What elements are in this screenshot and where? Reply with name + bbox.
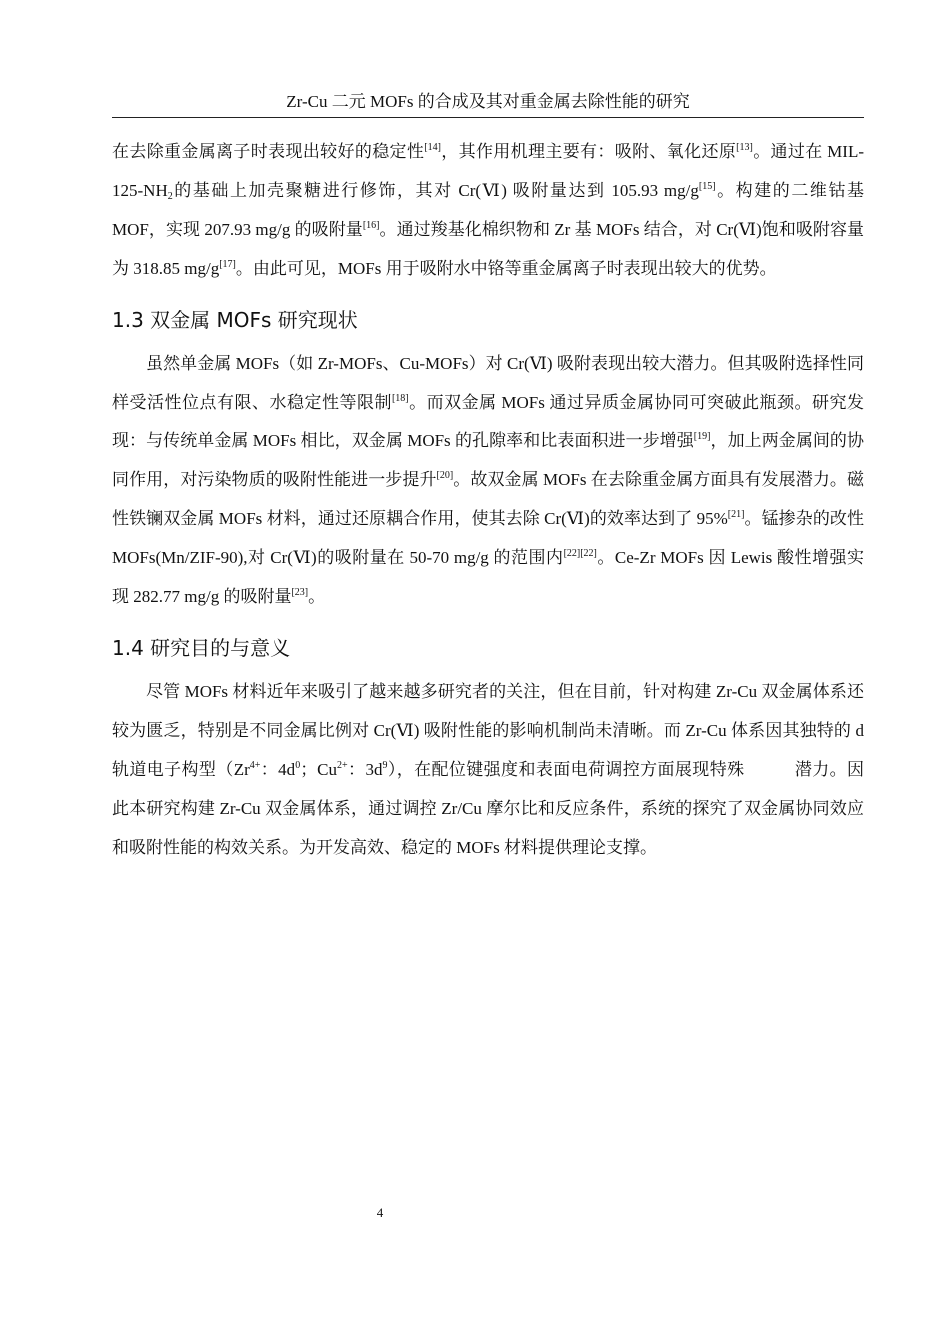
header-rule: [112, 117, 864, 118]
citation: [20]: [436, 470, 454, 482]
citation: [21]: [727, 509, 745, 521]
citation: [19]: [693, 431, 711, 443]
page-number: 4: [376, 1205, 384, 1220]
section-heading-1-3: 1.3 双金属 MOFs 研究现状: [112, 307, 358, 332]
citation: [22][22]: [563, 548, 597, 560]
superscript: 9: [382, 759, 388, 771]
citation: [17]: [219, 258, 236, 270]
citation: [23]: [291, 587, 309, 599]
paragraph-1-3: 虽然单金属 MOFs（如 Zr-MOFs、Cu-MOFs）对 Cr(Ⅵ) 吸附表现出较大潜力。但其吸附选择性同样受活性位点有限、水稳定性等限制[18]。而双金属 MOFs 通过异质金属协同可突破此瓶颈。研究发现：与传统单金属 MOFs 相比，双金属 MOFs 的孔隙率和比表面积进一步增强[19]，加上两金属间的协同作用，对污染物质的吸附性能进一步提升[20]。故双金属 MOFs 在去除重金属方面具有发展潜力。磁性铁镧双金属 MOFs 材料，通过还原耦合作用，使其去除 Cr(Ⅵ)的效率达到了 95%[21]。锰掺杂的改性 MOFs(Mn/ZIF-90),对 Cr(Ⅵ)的吸附量在 50-70 mg/g 的范围内[22][22]。Ce-Zr MOFs 因 Lewis 酸性增强实现 282.77 mg/g 的吸附量[23]。: [112, 353, 865, 607]
citation: [16]: [362, 219, 380, 231]
paragraph-1-4: 尽管 MOFs 材料近年来吸引了越来越多研究者的关注，但在目前，针对构建 Zr-Cu 双金属体系还较为匮乏，特别是不同金属比例对 Cr(Ⅵ) 吸附性能的影响机制尚未清晰。而 Zr-Cu 体系因其独特的 d 轨道电子构型（$Zr^{4+}$：$4d^0$；$Cu^{2+}$：$3d^9$），在配位键强度和表面电荷调控方面展现特殊 潜力。因此本研究构建 Zr-Cu 双金属体系，通过调控 Zr/Cu 摩尔比和反应条件，系统的探究了双金属协同效应和吸附性能的构效关系。为开发高效、稳定的 MOFs 材料提供理论支撑。: [112, 681, 865, 857]
citation: [18]: [391, 392, 409, 404]
superscript: 4+: [249, 759, 261, 771]
citation: [13]: [736, 142, 753, 153]
superscript: 0: [295, 759, 301, 771]
citation: [15]: [698, 180, 716, 192]
subscript: 2: [167, 190, 173, 202]
citation: [14]: [424, 142, 441, 153]
body-content: [112, 133, 864, 868]
section-heading-1-4: 1.4 研究目的与意义: [112, 635, 291, 660]
running-header: Zr-Cu 二元 MOFs 的合成及其对重金属去除性能的研究: [286, 92, 690, 111]
superscript: 2+: [337, 759, 348, 771]
paragraph-1: 在去除重金属离子时表现出较好的稳定性[14]，其作用机理主要有：吸附、氧化还原[13]。通过在 MIL-$125-NH_2$的基础上加壳聚糖进行修饰，其对 Cr(Ⅵ) 吸附量达到 105.93 mg/g[15]。构建的二维钴基 MOF，实现 207.93 mg/g 的吸附量[16]。通过羧基化棉织物和 Zr 基 MOFs 结合，对 Cr(Ⅵ)饱和吸附容量为 318.85 mg/g[17]。由此可见，MOFs 用于吸附水中铬等重金属离子时表现出较大的优势。: [112, 142, 865, 278]
